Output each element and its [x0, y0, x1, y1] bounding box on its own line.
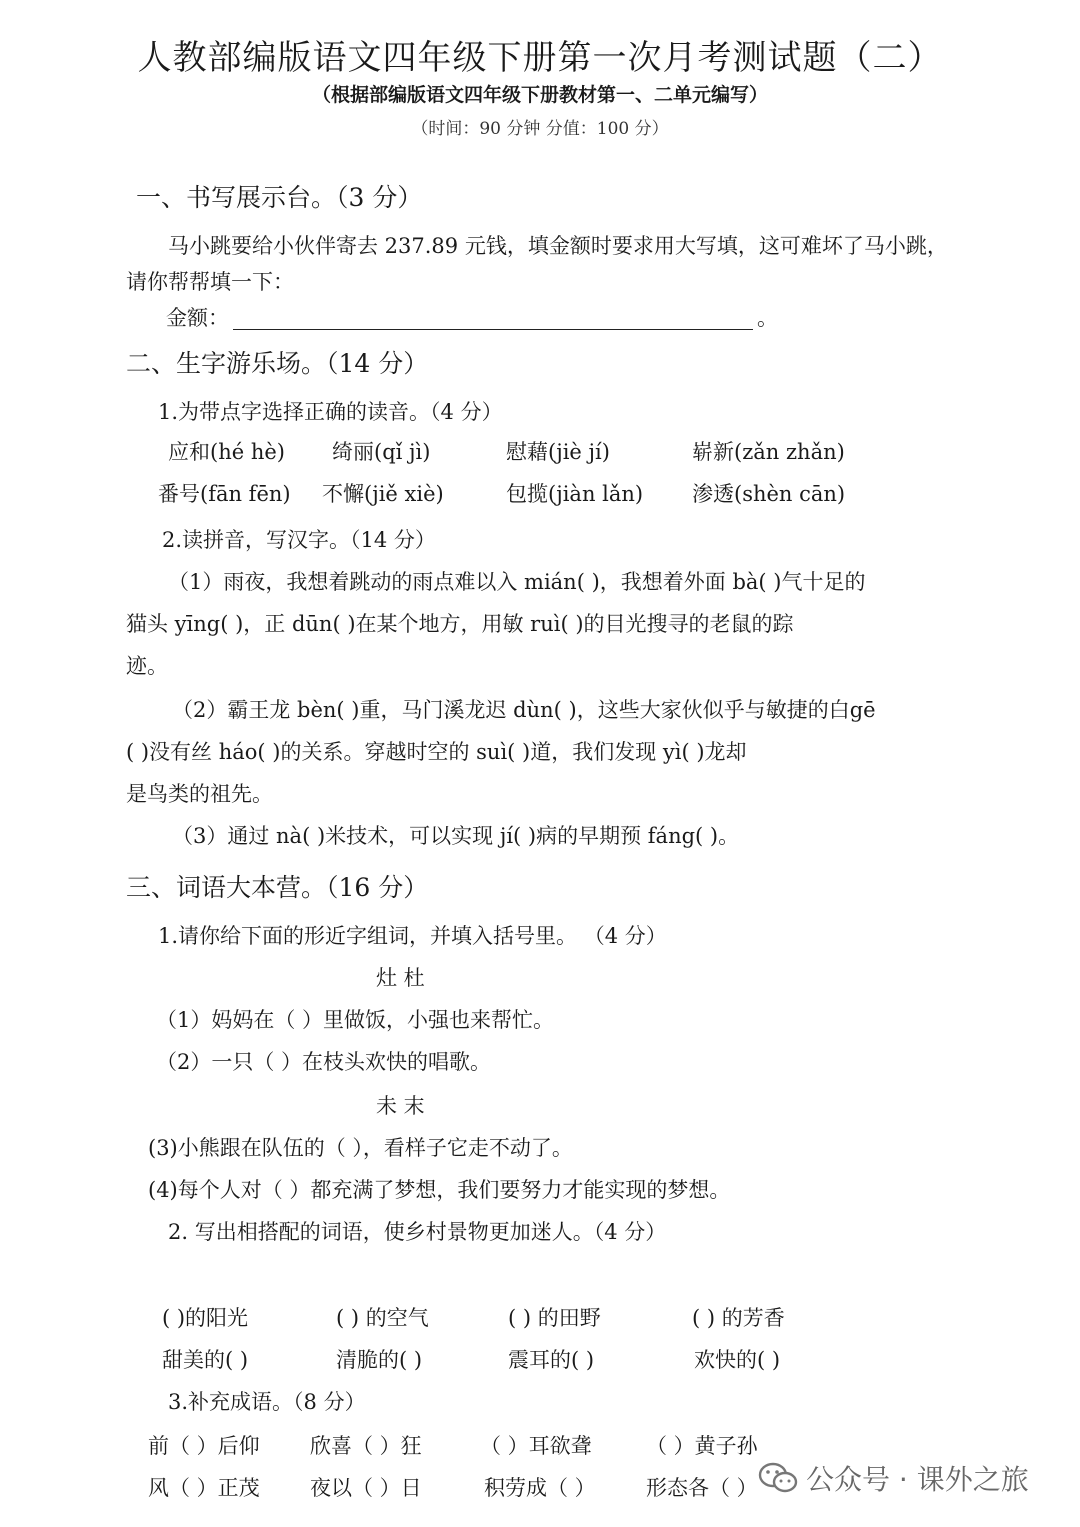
amount-end: 。: [757, 306, 778, 330]
pinyin-choice: 慰藉(jiè jí): [506, 440, 610, 464]
pinyin-choice: 崭新(zǎn zhǎn): [692, 440, 845, 464]
s2-paragraph-3: （3）通过 nà( )米技术，可以实现 jí( )病的早期预 fáng( )。: [172, 824, 740, 848]
similar-chars-1: 灶 杜: [376, 966, 425, 990]
amount-row: [166, 302, 778, 332]
amount-blank[interactable]: [233, 309, 753, 330]
idiom-item: 积劳成（ ）: [484, 1476, 596, 1500]
s3-question-3: 3.补充成语。（8 分）: [168, 1390, 366, 1414]
collocation-item: 欢快的( ): [694, 1348, 781, 1372]
s2-paragraph-2b: ( )没有丝 háo( )的关系。穿越时空的 suì( )道，我们发现 yì( )龙却: [126, 740, 747, 764]
s2-paragraph-2c: 是鸟类的祖先。: [126, 782, 273, 806]
collocation-item: ( ) 的田野: [508, 1306, 601, 1330]
s2-question-2: 2.读拼音，写汉字。（14 分）: [162, 528, 436, 552]
idiom-item: 前（ ）后仰: [148, 1434, 260, 1458]
idiom-item: （ ）黄子孙: [646, 1434, 758, 1458]
s2-paragraph-2a: （2）霸王龙 bèn( )重，马门溪龙迟 dùn( )，这些大家伙似乎与敏捷的白gē: [172, 698, 876, 722]
amount-label: 金额：: [166, 306, 229, 330]
pinyin-choice: 渗透(shèn cān): [692, 482, 846, 506]
idiom-item: （ ）耳欲聋: [480, 1434, 592, 1458]
s2-paragraph-1b: 猫头 yīng( )，正 dūn( )在某个地方，用敏 ruì( )的目光搜寻的老鼠的踪: [126, 612, 794, 636]
pinyin-choice: 不懈(jiě xiè): [322, 482, 444, 506]
section-2-heading: 二、生字游乐场。（14 分）: [126, 349, 429, 378]
s1-paragraph-1: 马小跳要给小伙伴寄去 237.89 元钱，填金额时要求用大写填，这可难坏了马小跳，: [168, 234, 948, 258]
pinyin-choice: 应和(hé hè): [168, 440, 285, 464]
s3-line-3: (3)小熊跟在队伍的（ ），看样子它走不动了。: [148, 1136, 573, 1160]
wechat-icon: [758, 1461, 798, 1495]
s3-question-1: 1.请你给下面的形近字组词，并填入括号里。 （4 分）: [158, 924, 667, 948]
idiom-item: 夜以（ ）日: [310, 1476, 422, 1500]
idiom-item: 风（ ）正茂: [148, 1476, 260, 1500]
s2-paragraph-1a: （1）雨夜，我想着跳动的雨点难以入 mián( )，我想着外面 bà( )气十足的: [168, 570, 866, 594]
pinyin-choice: 番号(fān fēn): [158, 482, 291, 506]
section-1-heading: 一、书写展示台。（3 分）: [136, 183, 423, 212]
s3-line-4: (4)每个人对（ ）都充满了梦想，我们要努力才能实现的梦想。: [148, 1178, 731, 1202]
pinyin-choice: 绮丽(qǐ jì): [332, 440, 431, 464]
s3-question-2: 2. 写出相搭配的词语，使乡村景物更加迷人。（4 分）: [168, 1220, 667, 1244]
watermark: [758, 1458, 1029, 1498]
watermark-text: 公众号 · 课外之旅: [806, 1463, 1029, 1496]
page-subtitle: （根据部编版语文四年级下册教材第一、二单元编写）: [311, 84, 768, 106]
section-3-heading: 三、词语大本营。（16 分）: [126, 873, 429, 902]
s3-line-1: （1）妈妈在（ ）里做饭，小强也来帮忙。: [156, 1008, 555, 1032]
collocation-item: 震耳的( ): [508, 1348, 595, 1372]
s1-paragraph-2: 请你帮帮填一下：: [126, 270, 294, 294]
collocation-item: ( ) 的芳香: [692, 1306, 785, 1330]
page-title: 人教部编版语文四年级下册第一次月考测试题（二）: [137, 38, 943, 78]
s3-line-2: （2）一只（ ）在枝头欢快的唱歌。: [156, 1050, 492, 1074]
idiom-item: 欣喜（ ）狂: [310, 1434, 422, 1458]
collocation-item: 清脆的( ): [336, 1348, 423, 1372]
s2-paragraph-1c: 迹。: [126, 654, 168, 678]
idiom-item: 形态各（ ）: [646, 1476, 758, 1500]
pinyin-choice: 包揽(jiàn lǎn): [506, 482, 644, 506]
s2-question-1: 1.为带点字选择正确的读音。（4 分）: [158, 400, 503, 424]
collocation-item: ( ) 的空气: [336, 1306, 429, 1330]
similar-chars-2: 未 末: [376, 1094, 425, 1118]
time-score: （时间：90 分钟 分值：100 分）: [411, 119, 669, 139]
collocation-item: 甜美的( ): [162, 1348, 249, 1372]
collocation-item: ( )的阳光: [162, 1306, 249, 1330]
